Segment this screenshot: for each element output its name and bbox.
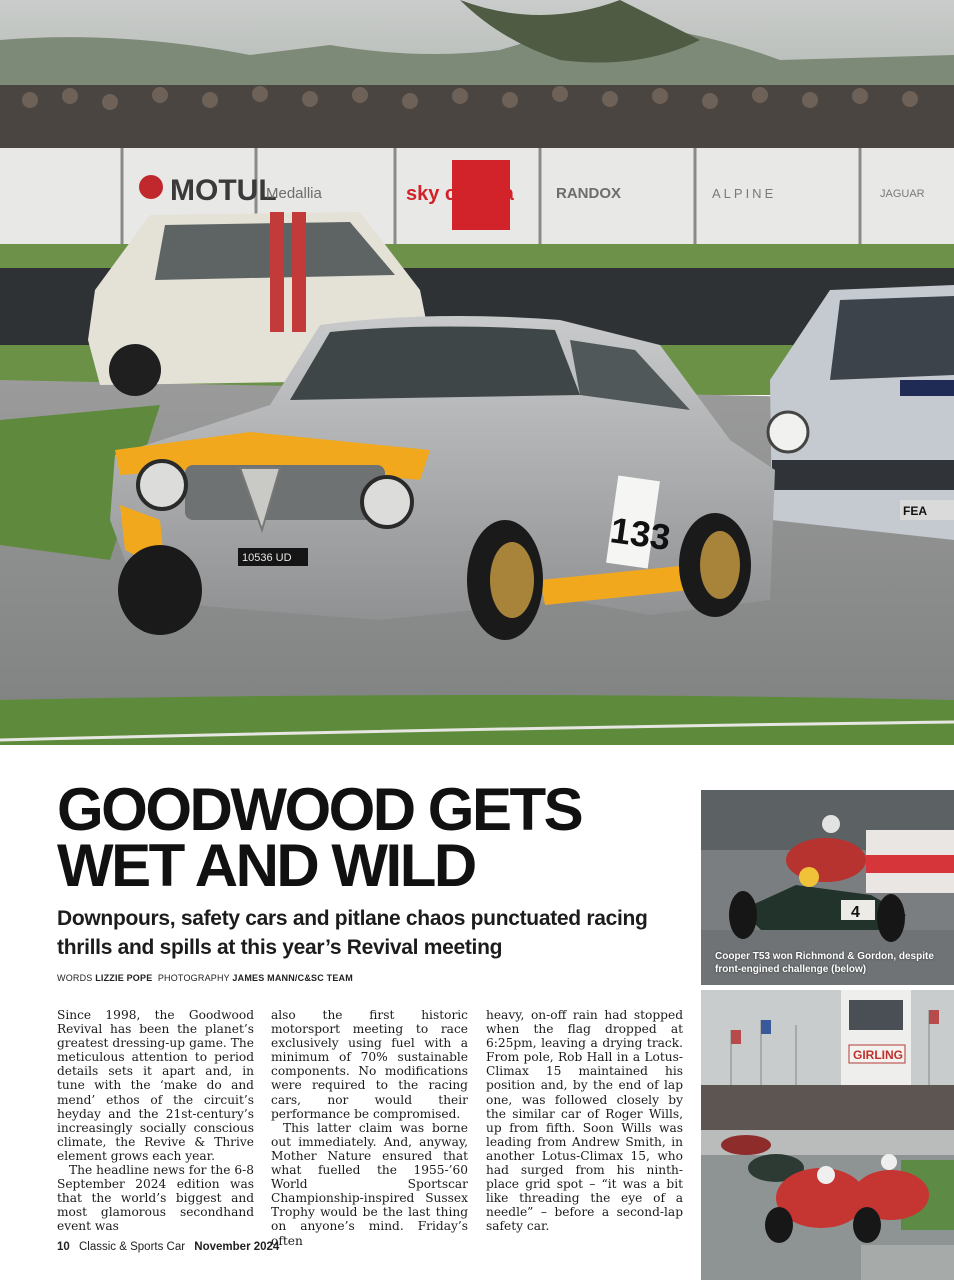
banner-randox: RANDOX bbox=[556, 185, 622, 202]
hero-race-number: 133 bbox=[607, 509, 674, 559]
hero-number-plate: 10536 UD bbox=[242, 552, 292, 564]
article-credits bbox=[57, 973, 677, 983]
issue-date: November 2024 bbox=[194, 1241, 280, 1253]
words-author: LIZZIE POPE bbox=[95, 973, 153, 983]
girling-sign: GIRLING bbox=[853, 1048, 903, 1062]
cooper-race-number: 4 bbox=[851, 904, 860, 921]
page-footer bbox=[57, 1241, 279, 1253]
body-column-1 bbox=[57, 1008, 254, 1234]
magazine-name: Classic & Sports Car bbox=[79, 1241, 186, 1253]
headline-line-2: WET AND WILD bbox=[57, 832, 475, 899]
photo-label: PHOTOGRAPHY bbox=[157, 973, 230, 983]
banner-alpine: ALPINE bbox=[712, 186, 777, 201]
svg-text:FEA: FEA bbox=[903, 504, 927, 518]
body-paragraph: heavy, on-off rain had stopped when the flag dropped at 6:25pm, leaving a drying track. From pole, Rob Hall in a Lotus-Climax 15 maintained his position and, by the end of lap one, was followed closely by the similar car of Roger Wills, up from fifth. Soon Wills was leading from Andrew Smith, in another Lotus-Climax 15, who had surged from his ninth-place grid spot – “it was a bit like threading the eye of a needle” – before a second-lap safety car. bbox=[486, 1008, 683, 1234]
body-paragraph: The headline news for the 6-8 September 2024 edition was that the world’s biggest and most glamorous secondhand event was bbox=[57, 1163, 254, 1234]
banner-sky: sky cinema bbox=[406, 183, 514, 205]
body-paragraph: Since 1998, the Goodwood Revival has been the planet’s greatest dressing-up game. The meticulous attention to period details sets it apart and, in tune with the ‘make do and mend’ ethos of the circuit’s heyday and the 21st-century’s increasingly socially conscious climate, the Revive & Thrive element grows each year. bbox=[57, 1008, 254, 1163]
body-column-2 bbox=[271, 1008, 468, 1248]
article-standfirst: Downpours, safety cars and pitlane chaos punctuated racing thrills and spills at this year’s Revival meeting bbox=[57, 907, 648, 959]
body-column-3 bbox=[486, 1008, 683, 1234]
side-photo-cooper bbox=[701, 790, 954, 985]
words-label: WORDS bbox=[57, 973, 93, 983]
banner-jaguar: JAGUAR bbox=[880, 188, 925, 200]
banner-medallia: Medallia bbox=[266, 185, 322, 202]
page-number: 10 bbox=[57, 1241, 70, 1253]
body-paragraph: This latter claim was borne out immediately. And, anyway, Mother Nature ensured that what fuelled the 1955-’60 World Sportscar Championship-inspired Sussex Trophy would be the last thing on anyone’s mind. Friday’s often bbox=[271, 1120, 468, 1248]
side-photo-grid-illustration bbox=[701, 990, 954, 1280]
headline-line-1: GOODWOOD GETS bbox=[57, 776, 582, 843]
body-paragraph: also the first historic motorsport meeting to race exclusively using fuel with a minimum of 70% sustainable components. No modifications were required to the racing cars, nor would their performance be compromised. bbox=[271, 1008, 468, 1121]
side-photo-grid bbox=[701, 990, 954, 1280]
article-headline bbox=[57, 776, 677, 899]
photo-caption: Cooper T53 won Richmond & Gordon, despite front-engined challenge (below) bbox=[715, 951, 934, 975]
banner-motul: MOTUL bbox=[170, 174, 277, 207]
photo-author: JAMES MANN/C&SC TEAM bbox=[232, 973, 353, 983]
